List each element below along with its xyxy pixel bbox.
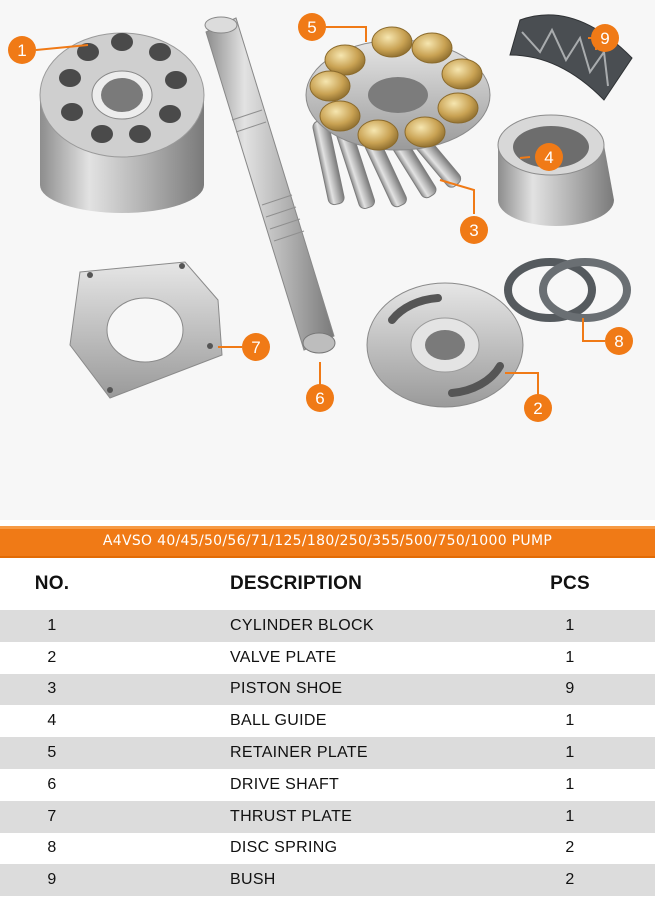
row-description: PISTON SHOE: [230, 680, 343, 698]
table-row: [0, 769, 655, 801]
svg-text:5: 5: [307, 18, 317, 37]
row-description: VALVE PLATE: [230, 648, 337, 666]
thrust-plate-part: [70, 262, 222, 398]
callout-2: [524, 394, 552, 422]
svg-text:6: 6: [315, 389, 325, 408]
row-pcs: 2: [565, 839, 575, 857]
svg-text:9: 9: [600, 29, 610, 48]
row-pcs: 1: [565, 807, 575, 825]
row-description: DRIVE SHAFT: [230, 775, 340, 793]
callout-9: [591, 24, 619, 52]
row-pcs: 1: [565, 616, 575, 634]
row-description: RETAINER PLATE: [230, 744, 368, 762]
callout-4: [535, 143, 563, 171]
callout-7: [242, 333, 270, 361]
column-header-pcs: PCS: [550, 573, 590, 594]
callout-6: [306, 384, 334, 412]
svg-text:2: 2: [533, 399, 543, 418]
row-pcs: 1: [565, 775, 575, 793]
row-no: 6: [47, 775, 57, 793]
valve-plate-part: [367, 283, 523, 407]
row-no: 1: [47, 616, 57, 634]
row-no: 5: [47, 744, 57, 762]
row-description: DISC SPRING: [230, 839, 338, 857]
callout-8: [605, 327, 633, 355]
table-row: [0, 801, 655, 833]
row-pcs: 1: [565, 744, 575, 762]
row-no: 4: [47, 712, 57, 730]
row-no: 9: [47, 871, 57, 889]
svg-text:7: 7: [251, 338, 261, 357]
row-no: 8: [47, 839, 57, 857]
row-no: 7: [47, 807, 57, 825]
row-no: 2: [47, 648, 57, 666]
pump-title-bar: [0, 526, 655, 558]
table-row: [0, 705, 655, 737]
svg-text:3: 3: [469, 221, 479, 240]
drive-shaft-part: [205, 17, 335, 353]
svg-text:8: 8: [614, 332, 624, 351]
row-description: BALL GUIDE: [230, 712, 327, 730]
table-row: [0, 610, 655, 642]
svg-text:4: 4: [544, 148, 554, 167]
parts-table: [0, 558, 655, 896]
row-no: 3: [47, 680, 57, 698]
row-pcs: 9: [565, 680, 575, 698]
callout-5: [298, 13, 326, 41]
row-description: THRUST PLATE: [230, 807, 353, 825]
table-row: [0, 642, 655, 674]
table-row: [0, 833, 655, 865]
table-row: [0, 674, 655, 706]
table-row: [0, 864, 655, 896]
column-header-description: DESCRIPTION: [230, 573, 363, 594]
svg-text:1: 1: [17, 41, 27, 60]
column-header-no: NO.: [34, 573, 70, 594]
callout-3: [460, 216, 488, 244]
cylinder-block-part: [40, 33, 204, 213]
table-header: [0, 558, 655, 610]
row-pcs: 2: [565, 871, 575, 889]
pump-title: A4VSO 40/45/50/56/71/125/180/250/355/500/750/1000 PUMP: [102, 533, 553, 549]
table-row: [0, 737, 655, 769]
ball-guide-part: [498, 115, 614, 226]
callout-1: [8, 36, 36, 64]
row-pcs: 1: [565, 648, 575, 666]
row-description: BUSH: [230, 871, 276, 889]
row-description: CYLINDER BLOCK: [230, 616, 374, 634]
row-pcs: 1: [565, 712, 575, 730]
retainer-plate-part: [306, 27, 490, 150]
disc-springs-part: [508, 262, 627, 318]
